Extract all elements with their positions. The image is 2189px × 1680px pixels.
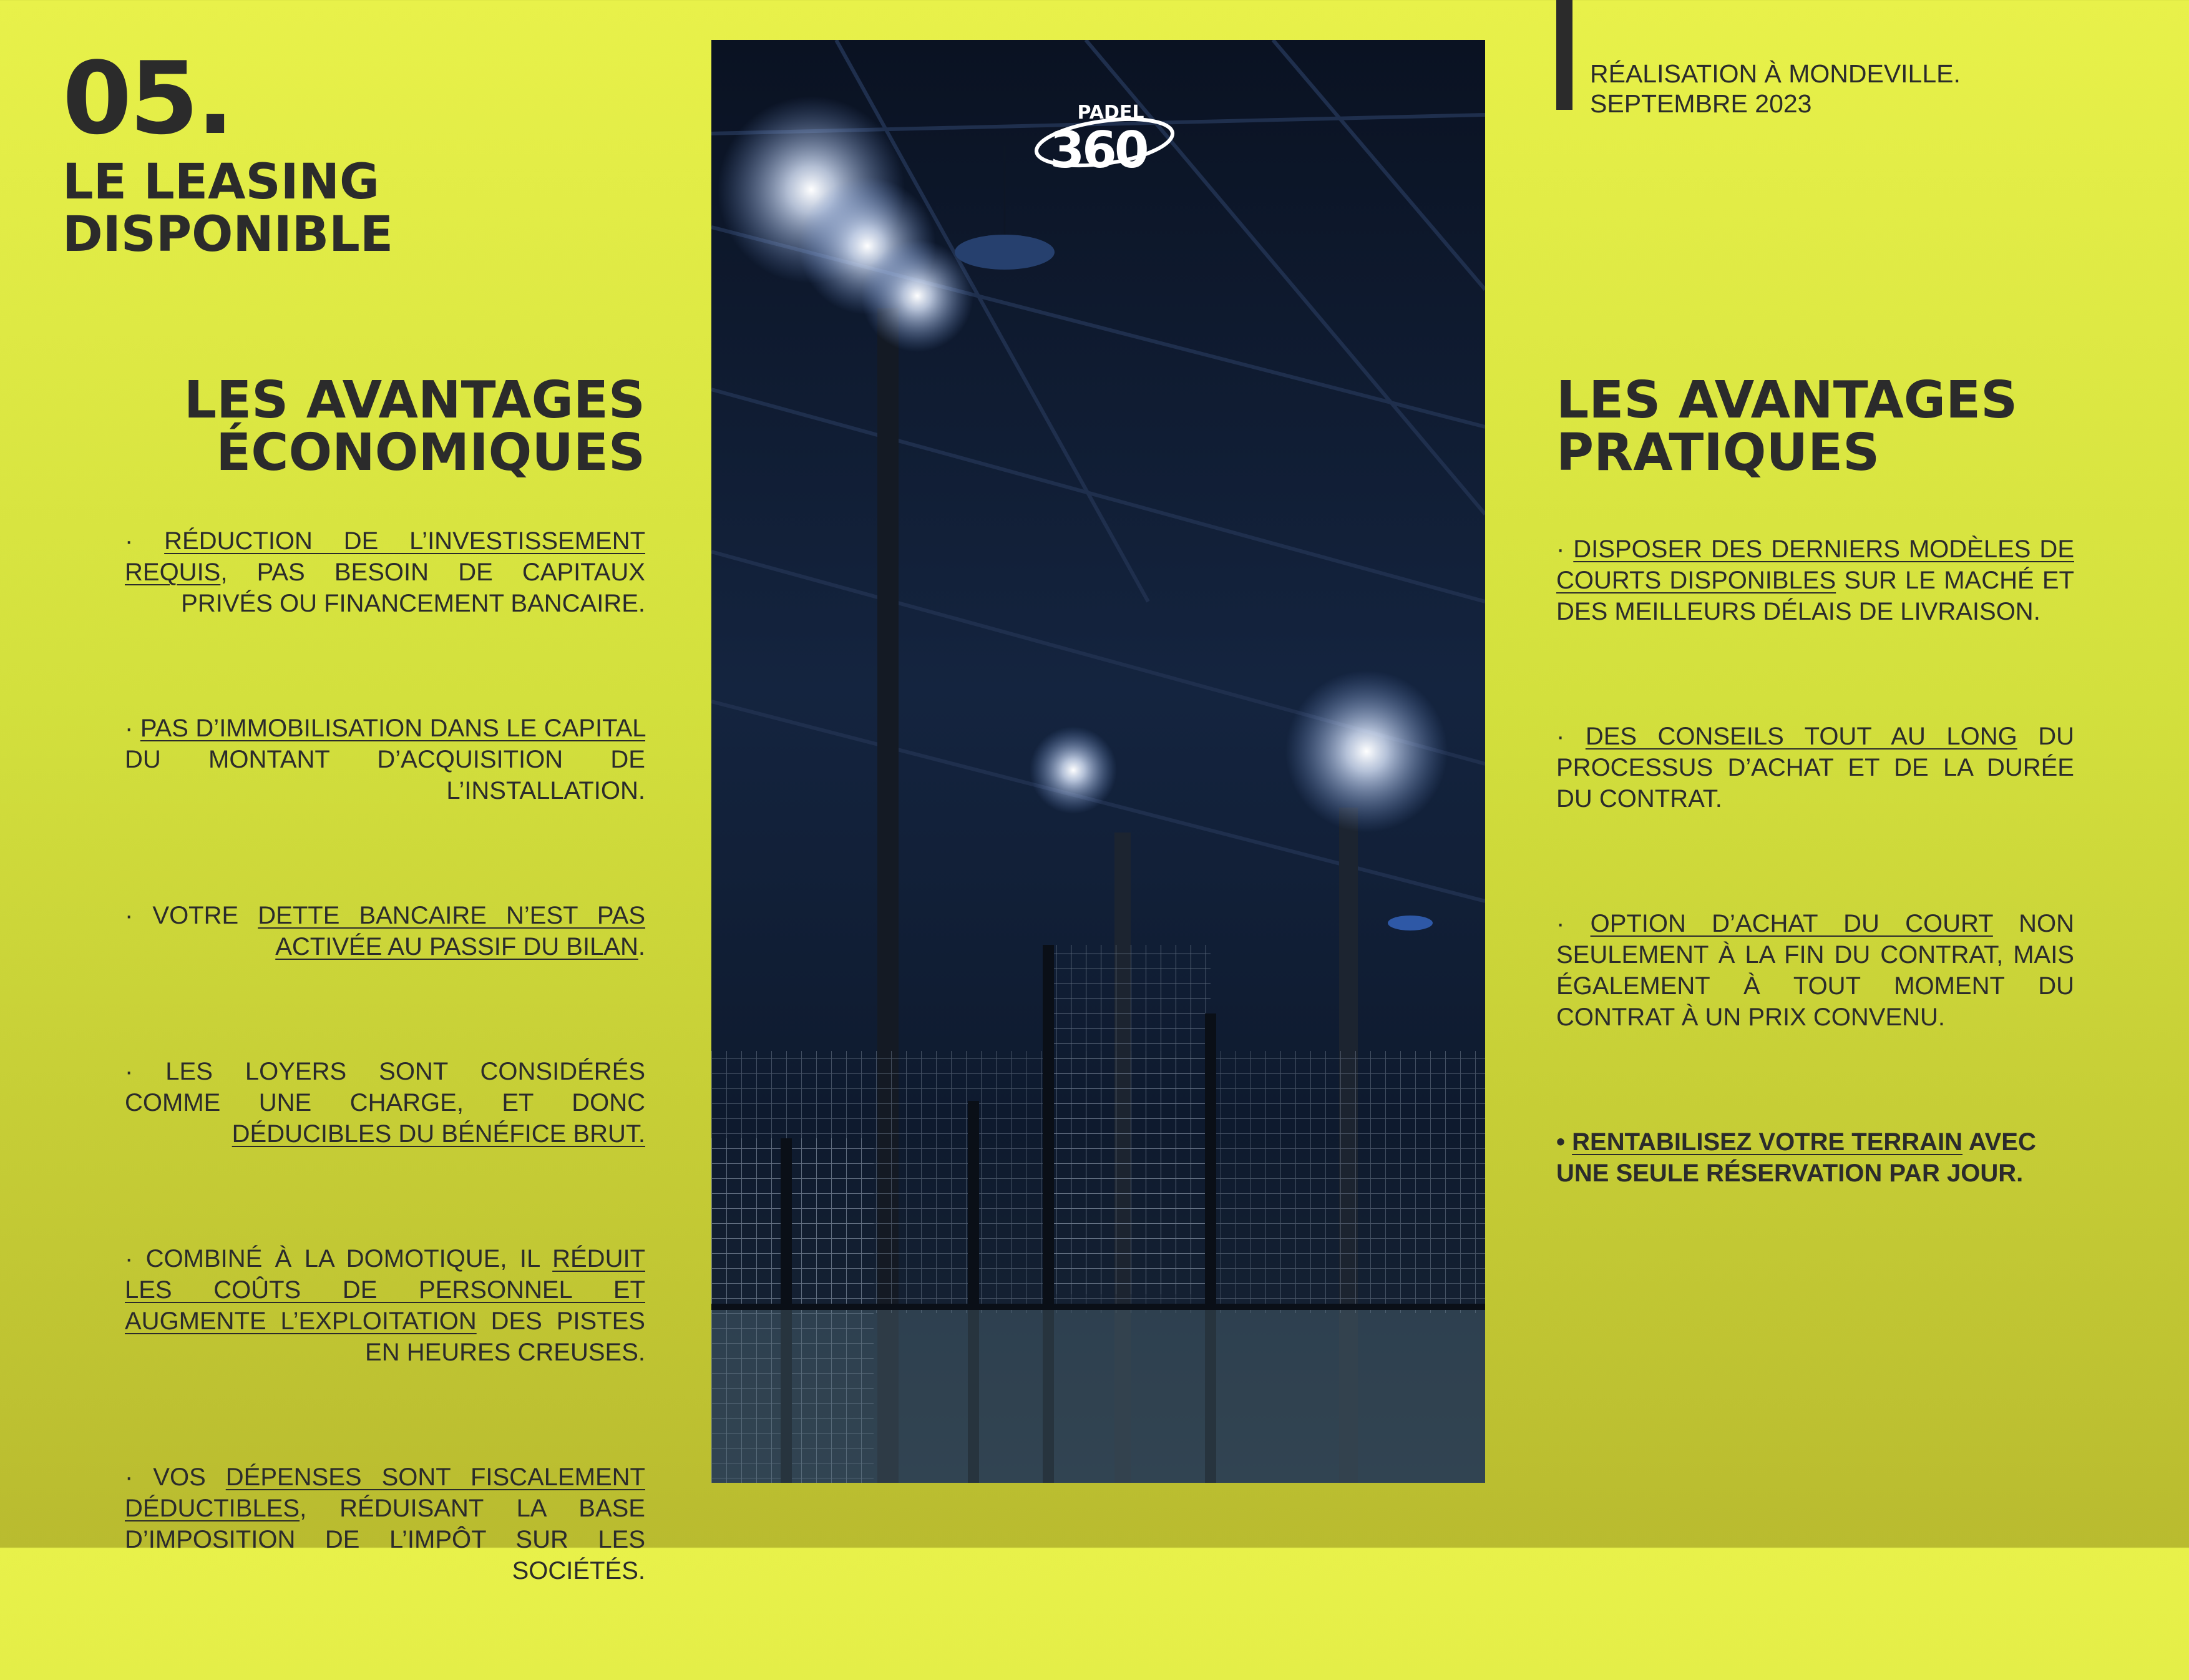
glass-wall bbox=[711, 1307, 1485, 1483]
practical-advantages-heading bbox=[1556, 371, 2018, 482]
padel-360-logo bbox=[711, 94, 1485, 175]
item-highlight: PAS D’IMMOBILISATION DANS LE CAPITAL bbox=[140, 715, 646, 742]
item-prefix: · bbox=[125, 715, 140, 742]
court-fence bbox=[1048, 945, 1211, 1294]
item-suffix: SUR LE MACHÉ ET DES MEILLEURS DÉLAIS DE LIVRAISON. bbox=[1556, 567, 2074, 625]
item-suffix: AVEC UNE SEULE RÉSERVATION PAR JOUR. bbox=[1556, 1128, 2036, 1187]
date-line: SEPTEMBRE 2023 bbox=[1590, 89, 1812, 118]
location-caption bbox=[1590, 59, 2064, 119]
heading-line: ÉCONOMIQUES bbox=[216, 423, 645, 482]
item-highlight: OPTION D’ACHAT DU COURT bbox=[1590, 910, 1993, 937]
list-item bbox=[125, 1056, 645, 1150]
hanging-lamp bbox=[955, 235, 1055, 270]
item-prefix: · bbox=[1556, 723, 1586, 750]
item-suffix: DES PISTES EN HEURES CREUSES. bbox=[365, 1307, 645, 1366]
floodlight bbox=[1030, 726, 1117, 814]
item-suffix: NON SEULEMENT À LA FIN DU CONTRAT, MAIS ÉGALEMENT À TOUT MOMENT DU CONTRAT À UN PRIX CONVENU. bbox=[1556, 910, 2074, 1031]
accent-bar bbox=[1556, 0, 1572, 110]
court-illustration bbox=[711, 40, 1485, 1483]
location-line: RÉALISATION À MONDEVILLE. bbox=[1590, 59, 1961, 88]
item-prefix: • bbox=[1556, 1128, 1572, 1156]
heading-line: PRATIQUES bbox=[1556, 423, 1880, 482]
hanging-lamp bbox=[1388, 916, 1433, 930]
item-highlight: RÉDUIT LES COÛTS DE PERSONNEL ET AUGMENTE L’EXPLOITATION bbox=[125, 1245, 645, 1335]
item-prefix: · bbox=[125, 527, 165, 555]
floodlight bbox=[1285, 670, 1448, 833]
item-prefix: · VOTRE bbox=[125, 902, 258, 929]
section-number: 05. bbox=[62, 40, 232, 157]
item-suffix: DU PROCESSUS D’ACHAT ET DE LA DURÉE DU CONTRAT. bbox=[1556, 723, 2074, 813]
practical-advantages-list bbox=[1556, 534, 2074, 1282]
item-prefix: · bbox=[1556, 535, 1574, 563]
item-highlight: RÉDUCTION DE L’INVESTISSEMENT REQUIS bbox=[125, 527, 646, 586]
item-suffix: , RÉDUISANT LA BASE D’IMPOSITION DE L’IMPÔT SUR LES SOCIÉTÉS. bbox=[125, 1495, 645, 1585]
heading-line: LES AVANTAGES bbox=[183, 371, 645, 430]
cta-item bbox=[1556, 1126, 2074, 1189]
list-item bbox=[125, 900, 645, 962]
list-item bbox=[125, 1243, 645, 1368]
item-highlight: RENTABILISEZ VOTRE TERRAIN bbox=[1572, 1128, 1963, 1156]
item-highlight: DES CONSEILS TOUT AU LONG bbox=[1585, 723, 2017, 750]
list-item bbox=[125, 713, 645, 806]
logo-word: PADEL bbox=[1077, 102, 1144, 124]
item-prefix: · COMBINÉ À LA DOMOTIQUE, IL bbox=[125, 1245, 553, 1272]
item-highlight: DISPOSER DES DERNIERS MODÈLES DE COURTS DISPONIBLES bbox=[1556, 535, 2074, 594]
item-prefix: · VOS bbox=[125, 1463, 226, 1491]
logo-number: 360 bbox=[1050, 121, 1147, 175]
item-prefix: · LES LOYERS SONT CONSIDÉRÉS COMME UNE CHARGE, ET DONC bbox=[125, 1058, 645, 1116]
list-item bbox=[125, 525, 645, 619]
floodlight bbox=[861, 240, 973, 352]
item-suffix: DU MONTANT D’ACQUISITION DE L’INSTALLATION. bbox=[125, 746, 645, 804]
item-suffix: , PAS BESOIN DE CAPITAUX PRIVÉS OU FINANCEMENT BANCAIRE. bbox=[181, 559, 645, 617]
list-item bbox=[1556, 908, 2074, 1033]
padel-court-photo bbox=[711, 40, 1485, 1483]
list-item bbox=[1556, 534, 2074, 627]
list-item bbox=[1556, 721, 2074, 814]
section-title: LE LEASING DISPONIBLE bbox=[62, 154, 394, 263]
item-highlight: DÉPENSES SONT FISCALEMENT DÉDUCTIBLES bbox=[125, 1463, 645, 1522]
economic-advantages-list bbox=[125, 525, 645, 1680]
economic-advantages-heading bbox=[183, 371, 645, 482]
heading-line: LES AVANTAGES bbox=[1556, 371, 2018, 430]
item-highlight: DETTE BANCAIRE N’EST PAS ACTIVÉE AU PASSIF DU BILAN bbox=[258, 902, 646, 960]
list-item bbox=[125, 1462, 645, 1586]
item-prefix: · bbox=[1556, 910, 1591, 937]
item-suffix: . bbox=[638, 933, 645, 960]
item-highlight: DÉDUCIBLES DU BÉNÉFICE BRUT. bbox=[232, 1120, 645, 1148]
